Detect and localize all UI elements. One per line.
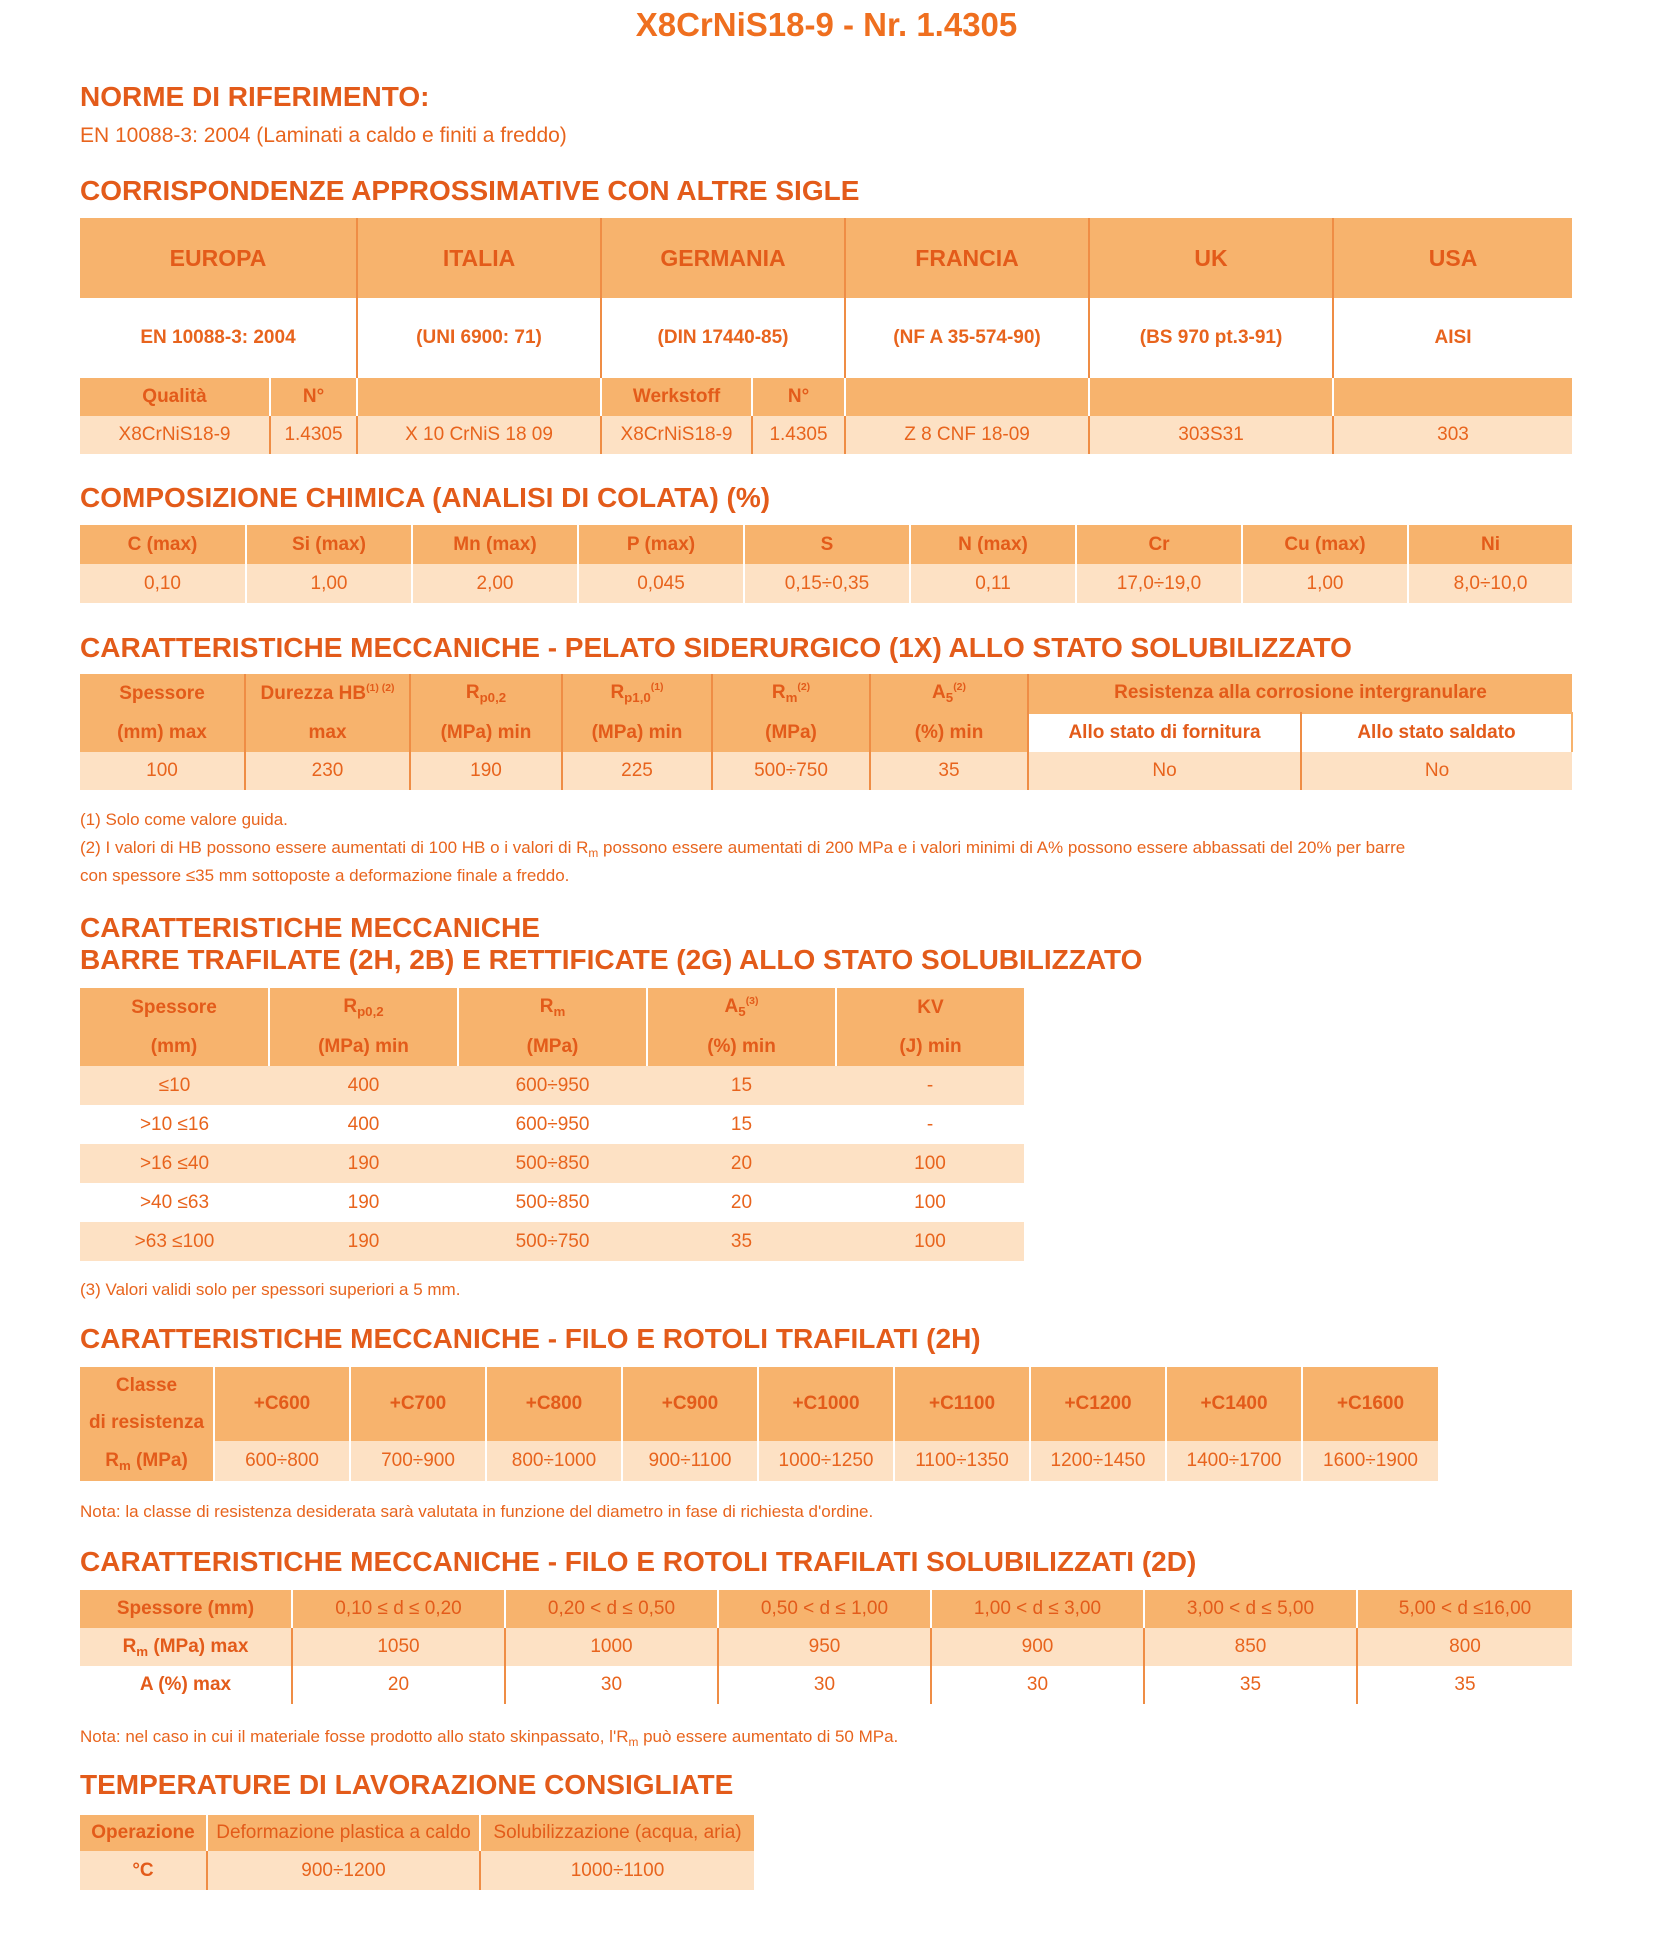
h-rp02-sub: p0,2	[479, 690, 507, 705]
class-header: +C600	[214, 1367, 350, 1441]
h4-rm-sub: m	[136, 1643, 149, 1659]
h-rp10-note: (1)	[650, 682, 664, 693]
mech2-cell: -	[836, 1105, 1024, 1144]
range-header: 0,50 < d ≤ 1,00	[718, 1590, 931, 1628]
mech1-value: 225	[562, 752, 712, 790]
standard-cell: (NF A 35-574-90)	[845, 298, 1089, 378]
h2-spessore: Spessore	[80, 988, 269, 1027]
h-spessore-unit: (mm) max	[80, 713, 245, 752]
h-a5-unit: (%) min	[870, 713, 1028, 752]
element-header: Mn (max)	[412, 525, 578, 564]
rm-value: 800	[1357, 1628, 1572, 1666]
mech2-cell: >40 ≤63	[80, 1183, 269, 1222]
corr-value-cell: X8CrNiS18-9	[80, 416, 270, 454]
temp-header-deformazione: Deformazione plastica a caldo	[207, 1815, 480, 1851]
mech1-value: No	[1301, 752, 1572, 790]
norme-text: EN 10088-3: 2004 (Laminati a caldo e finiti a freddo)	[80, 124, 567, 147]
h-rm	[712, 674, 870, 713]
section-mecc4-heading: CARATTERISTICHE MECCANICHE - FILO E ROTOLI TRAFILATI SOLUBILIZZATI (2D)	[80, 1546, 1197, 1577]
h2-a5-note: (3)	[745, 996, 759, 1007]
h2-rp-label: R	[343, 996, 358, 1017]
standard-cell: (UNI 6900: 71)	[357, 298, 601, 378]
corr-value-cell: 1.4305	[270, 416, 357, 454]
mech2-cell: 190	[269, 1144, 458, 1183]
mech4-header-row	[80, 1590, 1572, 1628]
mech3-header-row1	[80, 1367, 1438, 1404]
country-cell: UK	[1089, 218, 1333, 298]
composition-table	[80, 525, 1572, 603]
class-header: +C1000	[758, 1367, 894, 1441]
a-value: 30	[505, 1666, 718, 1704]
h2-rm	[458, 988, 647, 1027]
standard-cell: (BS 970 pt.3-91)	[1089, 298, 1333, 378]
page-title: X8CrNiS18-9 - Nr. 1.4305	[635, 6, 1018, 43]
temp-header-solubilizzazione: Solubilizzazione (acqua, aria)	[480, 1815, 754, 1851]
mech2-cell: 500÷850	[458, 1183, 647, 1222]
note-5	[80, 1723, 898, 1756]
h-durezza	[245, 674, 410, 713]
h-a5-label: A	[932, 682, 946, 703]
subheader-cell: Werkstoff	[601, 378, 752, 416]
section-mecc2-heading-line1: CARATTERISTICHE MECCANICHE	[80, 912, 540, 943]
class-header: +C700	[350, 1367, 486, 1441]
h4-rm-label	[80, 1628, 292, 1666]
element-value: 17,0÷19,0	[1076, 564, 1242, 603]
h2-rp-sub: p0,2	[357, 1004, 384, 1019]
h3-rm-unit: (MPa)	[130, 1449, 188, 1471]
standards-row	[80, 298, 1572, 378]
range-header: 0,10 ≤ d ≤ 0,20	[292, 1590, 505, 1628]
mech2-cell: 190	[269, 1183, 458, 1222]
element-header: Si (max)	[246, 525, 412, 564]
mech3-value: 1400÷1700	[1166, 1441, 1302, 1481]
note-3: (3) Valori validi solo per spessori superiori a 5 mm.	[80, 1280, 461, 1299]
element-value: 0,15÷0,35	[744, 564, 910, 603]
h-rp10-sub: p1,0	[624, 690, 651, 705]
h2-kv-unit: (J) min	[836, 1027, 1024, 1066]
h2-a5-label: A	[724, 996, 739, 1017]
mech3-value: 900÷1100	[622, 1441, 758, 1481]
mech2-cell: 400	[269, 1066, 458, 1105]
mech2-cell: 100	[836, 1222, 1024, 1261]
element-header: C (max)	[80, 525, 246, 564]
subheader-row	[80, 378, 1572, 416]
element-header: Ni	[1408, 525, 1572, 564]
corr-value-cell: 1.4305	[752, 416, 845, 454]
note-5-sub: m	[628, 1735, 639, 1749]
h4-spessore: Spessore (mm)	[80, 1590, 292, 1628]
h2-rp	[269, 988, 458, 1027]
mech2-cell: 35	[647, 1222, 836, 1261]
mech2-cell: >16 ≤40	[80, 1144, 269, 1183]
mech4-table	[80, 1590, 1572, 1704]
class-header: +C900	[622, 1367, 758, 1441]
h2-rm-unit: (MPa)	[458, 1027, 647, 1066]
range-header: 1,00 < d ≤ 3,00	[931, 1590, 1144, 1628]
subheader-cell: N°	[752, 378, 845, 416]
corr-value-cell: Z 8 CNF 18-09	[845, 416, 1089, 454]
h2-rp-unit: (MPa) min	[269, 1027, 458, 1066]
temperature-table	[80, 1815, 754, 1890]
element-value: 0,11	[910, 564, 1076, 603]
mech2-cell: 20	[647, 1183, 836, 1222]
corrispondenze-table	[80, 218, 1572, 454]
temp-header-operazione: Operazione	[80, 1815, 207, 1851]
mech2-cell: 20	[647, 1144, 836, 1183]
a-value: 30	[718, 1666, 931, 1704]
h-rm-unit: (MPa)	[712, 713, 870, 752]
corr-value-cell: 303	[1333, 416, 1572, 454]
countries-row	[80, 218, 1572, 298]
h3-classe: Classe	[80, 1367, 214, 1404]
element-header: S	[744, 525, 910, 564]
table-row	[80, 1066, 1024, 1105]
h-rp02-label: R	[465, 682, 480, 703]
mech1-header-row1	[80, 674, 1572, 713]
element-header: Cr	[1076, 525, 1242, 564]
h-durezza-note: (1) (2)	[366, 682, 395, 694]
section-corrispondenze-heading: CORRISPONDENZE APPROSSIMATIVE CON ALTRE SIGLE	[80, 175, 860, 206]
note-4: Nota: la classe di resistenza desiderata sarà valutata in funzione del diametro in fase di richiesta d'ordine.	[80, 1502, 874, 1521]
section-mecc3-heading: CARATTERISTICHE MECCANICHE - FILO E ROTOLI TRAFILATI (2H)	[80, 1323, 981, 1354]
mech2-cell: ≤10	[80, 1066, 269, 1105]
mech1-value: No	[1028, 752, 1301, 790]
mech2-cell: 500÷850	[458, 1144, 647, 1183]
mech4-rm-row	[80, 1628, 1572, 1666]
composition-header-row	[80, 525, 1572, 564]
mech2-cell: 400	[269, 1105, 458, 1144]
element-value: 1,00	[1242, 564, 1408, 603]
mech1-table	[80, 674, 1573, 790]
range-header: 5,00 < d ≤16,00	[1357, 1590, 1572, 1628]
h2-rm-label: R	[539, 996, 554, 1017]
element-value: 8,0÷10,0	[1408, 564, 1572, 603]
h3-rm-letter: R	[105, 1449, 119, 1471]
section-mecc2-heading-line2: BARRE TRAFILATE (2H, 2B) E RETTIFICATE (2G) ALLO STATO SOLUBILIZZATO	[80, 944, 1143, 975]
h-a5-note: (2)	[953, 682, 966, 693]
mech1-header-row2	[80, 713, 1572, 752]
mech2-cell: >63 ≤100	[80, 1222, 269, 1261]
subheader-cell: N°	[270, 378, 357, 416]
element-value: 0,045	[578, 564, 744, 603]
temp-value: 900÷1200	[207, 1851, 480, 1890]
h-rp10-label: R	[610, 682, 625, 703]
note-1: (1) Solo come valore guida.	[80, 810, 288, 829]
h-durezza-unit: max	[245, 713, 410, 752]
note-2-continued: con spessore ≤35 mm sottoposte a deformazione finale a freddo.	[80, 866, 570, 885]
mech4-a-row	[80, 1666, 1572, 1704]
mech2-cell: 190	[269, 1222, 458, 1261]
h2-spessore-unit: (mm)	[80, 1027, 269, 1066]
mech2-cell: 100	[836, 1183, 1024, 1222]
class-header: +C1200	[1030, 1367, 1166, 1441]
class-header: +C1400	[1166, 1367, 1302, 1441]
mech3-values-row	[80, 1441, 1438, 1481]
h4-rm-unit: (MPa) max	[148, 1635, 249, 1657]
h-rp10	[562, 674, 712, 713]
section-temperature-heading: TEMPERATURE DI LAVORAZIONE CONSIGLIATE	[80, 1769, 734, 1800]
class-header: +C1600	[1302, 1367, 1438, 1441]
corr-value-cell: X8CrNiS18-9	[601, 416, 752, 454]
subheader-cell	[1333, 378, 1572, 416]
mech3-value: 800÷1000	[486, 1441, 622, 1481]
note-5-part-b: può essere aumentato di 50 MPa.	[638, 1727, 899, 1746]
mech2-cell: 15	[647, 1105, 836, 1144]
element-value: 0,10	[80, 564, 246, 603]
temp-unit: °C	[80, 1851, 207, 1890]
note-2-part-a: (2) I valori di HB possono essere aumentati di 100 HB o i valori di R	[80, 838, 589, 857]
h-a5-sub: 5	[945, 690, 954, 705]
note-2-sub: m	[588, 846, 599, 860]
mech1-value: 35	[870, 752, 1028, 790]
h-a5	[870, 674, 1028, 713]
country-cell: FRANCIA	[845, 218, 1089, 298]
h-rm-sub: m	[785, 690, 798, 705]
element-header: P (max)	[578, 525, 744, 564]
h-durezza-label: Durezza HB	[260, 682, 367, 704]
element-value: 2,00	[412, 564, 578, 603]
mech2-cell: -	[836, 1066, 1024, 1105]
temperature-header-row	[80, 1815, 754, 1851]
mech3-table	[80, 1367, 1438, 1481]
h2-rm-sub: m	[553, 1004, 566, 1019]
subheader-cell	[845, 378, 1089, 416]
h-rp02-unit: (MPa) min	[410, 713, 562, 752]
mech2-cell: 600÷950	[458, 1105, 647, 1144]
h2-a5	[647, 988, 836, 1027]
rm-value: 1050	[292, 1628, 505, 1666]
mech2-cell: 500÷750	[458, 1222, 647, 1261]
element-header: N (max)	[910, 525, 1076, 564]
class-header: +C1100	[894, 1367, 1030, 1441]
mech3-value: 1200÷1450	[1030, 1441, 1166, 1481]
mech3-value: 600÷800	[214, 1441, 350, 1481]
mech3-value: 1100÷1350	[894, 1441, 1030, 1481]
mech2-cell: 15	[647, 1066, 836, 1105]
h4-a-label: A (%) max	[80, 1666, 292, 1704]
h4-rm-letter: R	[122, 1635, 137, 1657]
mech1-value: 500÷750	[712, 752, 870, 790]
section-composizione-heading: COMPOSIZIONE CHIMICA (ANALISI DI COLATA) (%)	[80, 482, 771, 513]
mech2-cell: 100	[836, 1144, 1024, 1183]
corr-value-cell: X 10 CrNiS 18 09	[357, 416, 601, 454]
h3-rm-label	[80, 1441, 214, 1481]
class-header: +C800	[486, 1367, 622, 1441]
section-mecc1-heading: CARATTERISTICHE MECCANICHE - PELATO SIDERURGICO (1X) ALLO STATO SOLUBILIZZATO	[80, 632, 1352, 663]
subheader-cell: Qualità	[80, 378, 270, 416]
h2-a5-sub: 5	[738, 1004, 746, 1019]
mech2-header-row1	[80, 988, 1024, 1027]
mech3-value: 1600÷1900	[1302, 1441, 1438, 1481]
table-row	[80, 1105, 1024, 1144]
table-row	[80, 1183, 1024, 1222]
country-cell: ITALIA	[357, 218, 601, 298]
h-res-saldato: Allo stato saldato	[1301, 713, 1572, 752]
temperature-values-row	[80, 1851, 754, 1890]
h2-kv: KV	[836, 988, 1024, 1027]
element-header: Cu (max)	[1242, 525, 1408, 564]
a-value: 35	[1144, 1666, 1357, 1704]
h-rp02	[410, 674, 562, 713]
h-res-fornitura: Allo stato di fornitura	[1028, 713, 1301, 752]
h-spessore	[80, 674, 245, 713]
mech1-value: 190	[410, 752, 562, 790]
mech2-cell: >10 ≤16	[80, 1105, 269, 1144]
h-rp10-unit: (MPa) min	[562, 713, 712, 752]
table-row	[80, 1222, 1024, 1261]
subheader-cell	[357, 378, 601, 416]
composition-values-row	[80, 564, 1572, 603]
h3-classe-2: di resistenza	[80, 1404, 214, 1441]
mech1-value: 230	[245, 752, 410, 790]
mech1-value: 100	[80, 752, 245, 790]
standard-cell: (DIN 17440-85)	[601, 298, 845, 378]
h-rm-note: (2)	[797, 682, 811, 693]
country-cell: GERMANIA	[601, 218, 845, 298]
a-value: 35	[1357, 1666, 1572, 1704]
mech2-cell: 600÷950	[458, 1066, 647, 1105]
country-cell: USA	[1333, 218, 1572, 298]
rm-value: 1000	[505, 1628, 718, 1666]
a-value: 30	[931, 1666, 1144, 1704]
mech3-value: 700÷900	[350, 1441, 486, 1481]
table-row	[80, 1144, 1024, 1183]
country-cell: EUROPA	[80, 218, 357, 298]
section-norme-heading: NORME DI RIFERIMENTO:	[80, 81, 430, 112]
range-header: 0,20 < d ≤ 0,50	[505, 1590, 718, 1628]
rm-value: 850	[1144, 1628, 1357, 1666]
subheader-cell	[1089, 378, 1333, 416]
mech1-values-row	[80, 752, 1572, 790]
rm-value: 900	[931, 1628, 1144, 1666]
range-header: 3,00 < d ≤ 5,00	[1144, 1590, 1357, 1628]
standard-cell: EN 10088-3: 2004	[80, 298, 357, 378]
h2-a5-unit: (%) min	[647, 1027, 836, 1066]
rm-value: 950	[718, 1628, 931, 1666]
corr-value-cell: 303S31	[1089, 416, 1333, 454]
a-value: 20	[292, 1666, 505, 1704]
mech3-value: 1000÷1250	[758, 1441, 894, 1481]
note-2-part-b: possono essere aumentati di 200 MPa e i valori minimi di A% possono essere abbassati del 20% per barre	[598, 838, 1406, 857]
mech2-header-row2	[80, 1027, 1024, 1066]
h-resistenza: Resistenza alla corrosione intergranulare	[1028, 674, 1572, 713]
temp-value: 1000÷1100	[480, 1851, 754, 1890]
note-5-part-a: Nota: nel caso in cui il materiale fosse prodotto allo stato skinpassato, l'R	[80, 1727, 629, 1746]
element-value: 1,00	[246, 564, 412, 603]
mech2-table	[80, 988, 1024, 1261]
corr-values-row	[80, 416, 1572, 454]
h-rm-label: R	[771, 682, 786, 703]
h3-rm-sub: m	[118, 1457, 131, 1473]
standard-cell: AISI	[1333, 298, 1572, 378]
h-spessore-label: Spessore	[119, 682, 205, 704]
